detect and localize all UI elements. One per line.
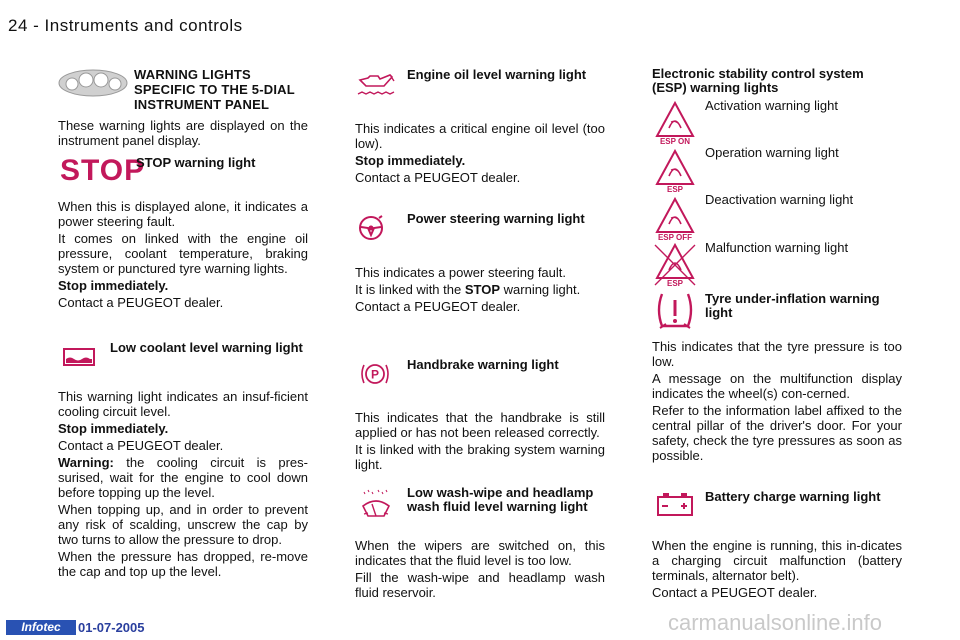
infotec-logo: Infotec bbox=[6, 620, 76, 635]
svg-text:ESP: ESP bbox=[666, 279, 684, 288]
stop-title: STOP warning light bbox=[136, 155, 256, 170]
handbrake-body: This indicates that the handbrake is still applied or has not been released correctly. It is linked with the braking system warning light. bbox=[355, 410, 605, 472]
esp-operation-icon bbox=[654, 148, 696, 194]
handbrake-title: Handbrake warning light bbox=[407, 357, 559, 372]
coolant-icon bbox=[62, 345, 96, 369]
battery-title: Battery charge warning light bbox=[705, 489, 881, 504]
svg-text:ESP ON: ESP ON bbox=[659, 137, 691, 146]
tyre-pressure-icon bbox=[654, 290, 696, 330]
washer-body: When the wipers are switched on, this indicates that the fluid level is too low. Fill the wash-wipe and headlamp wash fluid reservoir. bbox=[355, 538, 605, 600]
esp-off-icon bbox=[654, 196, 696, 242]
instrument-panel-icon bbox=[58, 68, 128, 98]
esp-activation-label: Activation warning light bbox=[705, 98, 838, 113]
coolant-title: Low coolant level warning light bbox=[110, 340, 303, 355]
svg-text:ESP: ESP bbox=[666, 185, 684, 194]
steering-wheel-icon bbox=[358, 215, 384, 241]
washer-fluid-icon bbox=[358, 488, 394, 520]
handbrake-icon bbox=[360, 360, 390, 388]
stop-body: When this is displayed alone, it indicates a power steering fault. It comes on linked with the engine oil pressure, coolant temperature, braking system or punctured tyre warning lights. Stop immediately. Contact a PEUGEOT dealer. bbox=[58, 199, 308, 310]
esp-malfunction-label: Malfunction warning light bbox=[705, 240, 849, 255]
oil-title: Engine oil level warning light bbox=[407, 67, 587, 82]
esp-operation-label: Operation warning light bbox=[705, 145, 839, 160]
watermark: carmanualsonline.info bbox=[668, 610, 883, 635]
stop-icon: STOP bbox=[60, 154, 146, 187]
page-title: 24 - Instruments and controls bbox=[8, 16, 243, 35]
esp-title: Electronic stability control system (ESP) warning lights bbox=[652, 66, 864, 95]
tyre-title: Tyre under-inflation warning light bbox=[705, 291, 880, 320]
esp-deactivation-label: Deactivation warning light bbox=[705, 192, 854, 207]
tyre-body: This indicates that the tyre pressure is too low. A message on the multifunction display indicates the wheel(s) con-cerned. Refer to the information label affixed to the central pillar of the driver's door. For your safety, check the tyre pressures as soon as possible. bbox=[652, 339, 902, 463]
coolant-body: This warning light indicates an insuf-ficient cooling circuit level. Stop immediately. Contact a PEUGEOT dealer. Warning: the cooling circuit is pres-surised, wait for the engine to cool down before topping up the level. When topping up, and in order to prevent any risk of scalding, unscrew the cap by two turns to allow the pressure to drop. When the pressure has dropped, re-move the cap and top up the level. bbox=[58, 389, 308, 579]
steering-title: Power steering warning light bbox=[407, 211, 585, 226]
esp-malfunction-icon bbox=[652, 242, 698, 288]
battery-body: When the engine is running, this in-dicates a charging circuit malfunction (battery terminals, alternator belt). Contact a PEUGEOT dealer. bbox=[652, 538, 902, 600]
oil-body: This indicates a critical engine oil level (too low). Stop immediately. Contact a PEUGEOT dealer. bbox=[355, 121, 605, 185]
svg-text:P: P bbox=[370, 367, 380, 382]
oil-can-icon bbox=[356, 70, 398, 100]
warning-lights-heading: WARNING LIGHTS SPECIFIC TO THE 5-DIAL INSTRUMENT PANEL bbox=[134, 67, 295, 112]
battery-icon bbox=[656, 492, 694, 518]
washer-title: Low wash-wipe and headlamp wash fluid level warning light bbox=[407, 485, 594, 514]
intro-text: These warning lights are displayed on the instrument panel display. bbox=[58, 118, 308, 148]
esp-on-icon bbox=[654, 100, 696, 146]
steering-body: This indicates a power steering fault. It is linked with the STOP warning light. Contact a PEUGEOT dealer. bbox=[355, 265, 581, 314]
svg-text:ESP OFF: ESP OFF bbox=[657, 233, 693, 242]
footer-date: 01-07-2005 bbox=[78, 620, 145, 635]
